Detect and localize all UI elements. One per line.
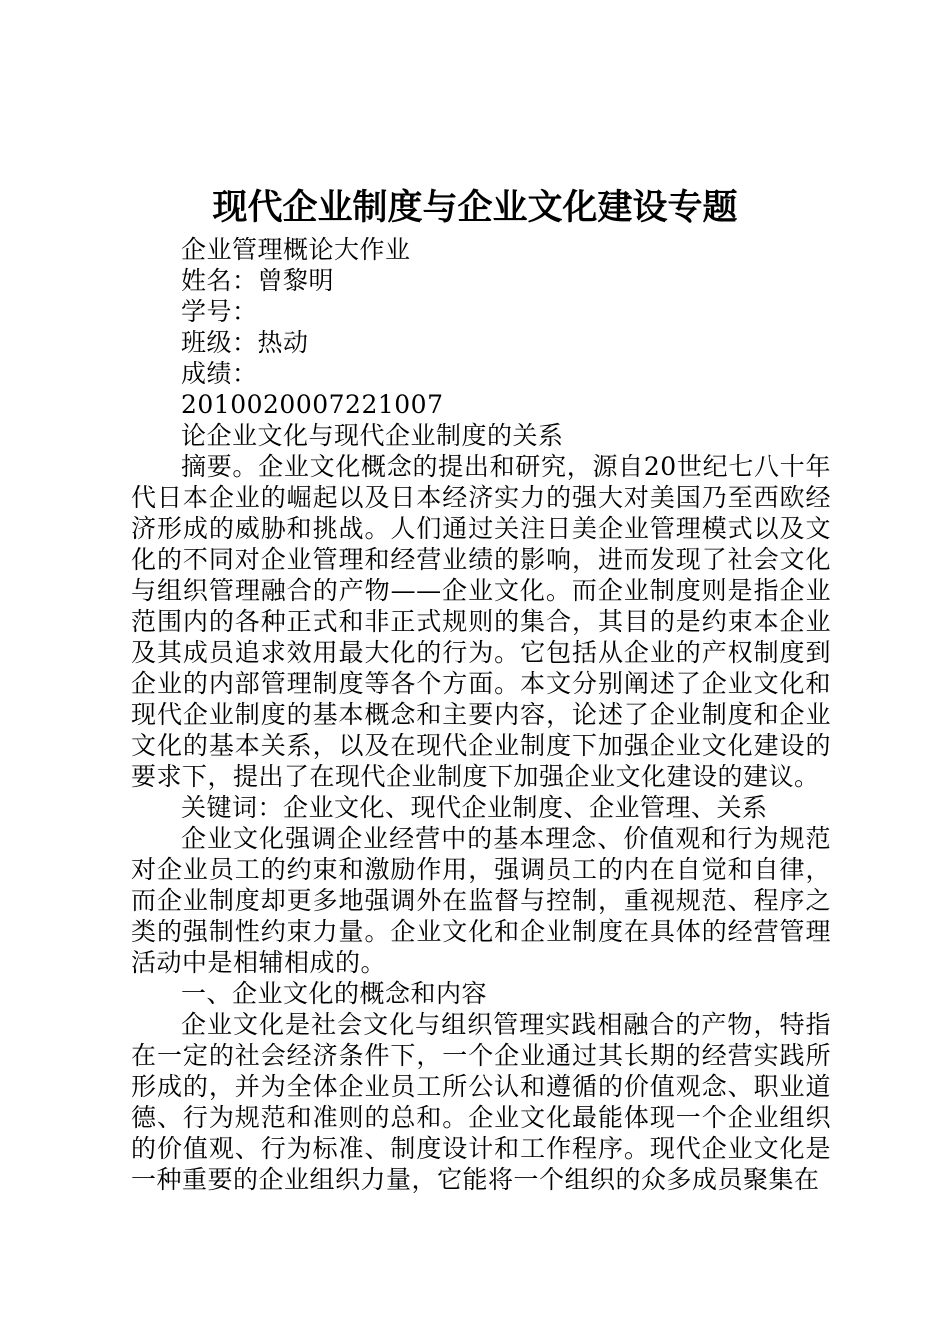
subtitle: 企业管理概论大作业	[181, 235, 411, 264]
keywords-paragraph: 关键词：企业文化、现代企业制度、企业管理、关系	[181, 793, 768, 822]
document-title: 现代企业制度与企业文化建设专题	[212, 187, 738, 228]
number-line: 2010020007221007	[181, 390, 444, 419]
abstract-paragraph: 摘要。企业文化概念的提出和研究，源自20世纪七八十年代日本企业的崛起以及日本经济实力的强大对美国乃至西欧经济形成的威胁和挑战。人们通过关注日美企业管理模式以及文化的不同对企业管理和经营业绩的影响，进而发现了社会文化与组织管理融合的产物——企业文化。而企业制度则是指企业范围内的各种正式和非正式规则的集合，其目的是约束本企业及其成员追求效用最大化的行为。它包括从企业的产权制度到企业的内部管理制度等各个方面。本文分别阐述了企业文化和现代企业制度的基本概念和主要内容，论述了企业制度和企业文化的基本关系，以及在现代企业制度下加强企业文化建设的要求下，提出了在现代企业制度下加强企业文化建设的建议。	[131, 452, 831, 791]
essay-title: 论企业文化与现代企业制度的关系	[181, 421, 564, 450]
intro-paragraph: 企业文化强调企业经营中的基本理念、价值观和行为规范对企业员工的约束和激励作用，强调员工的内在自觉和自律，而企业制度却更多地强调外在监督与控制，重视规范、程序之类的强制性约束力量。企业文化和企业制度在具体的经营管理活动中是相辅相成的。	[131, 824, 831, 977]
class-line: 班级：热动	[181, 328, 309, 357]
grade-line: 成绩：	[181, 359, 258, 388]
section-paragraph: 企业文化是社会文化与组织管理实践相融合的产物，特指在一定的社会经济条件下，一个企业通过其长期的经营实践所形成的，并为全体企业员工所公认和遵循的价值观念、职业道德、行为规范和准则的总和。企业文化最能体现一个企业组织的价值观、行为标准、制度设计和工作程序。现代企业文化是一种重要的企业组织力量，它能将一个组织的众多成员聚集在	[131, 1010, 831, 1194]
section-heading: 一、企业文化的概念和内容	[181, 979, 488, 1008]
document-body	[131, 234, 831, 1195]
name-line: 姓名：曾黎明	[181, 266, 335, 295]
student-id-line: 学号：	[181, 297, 258, 326]
